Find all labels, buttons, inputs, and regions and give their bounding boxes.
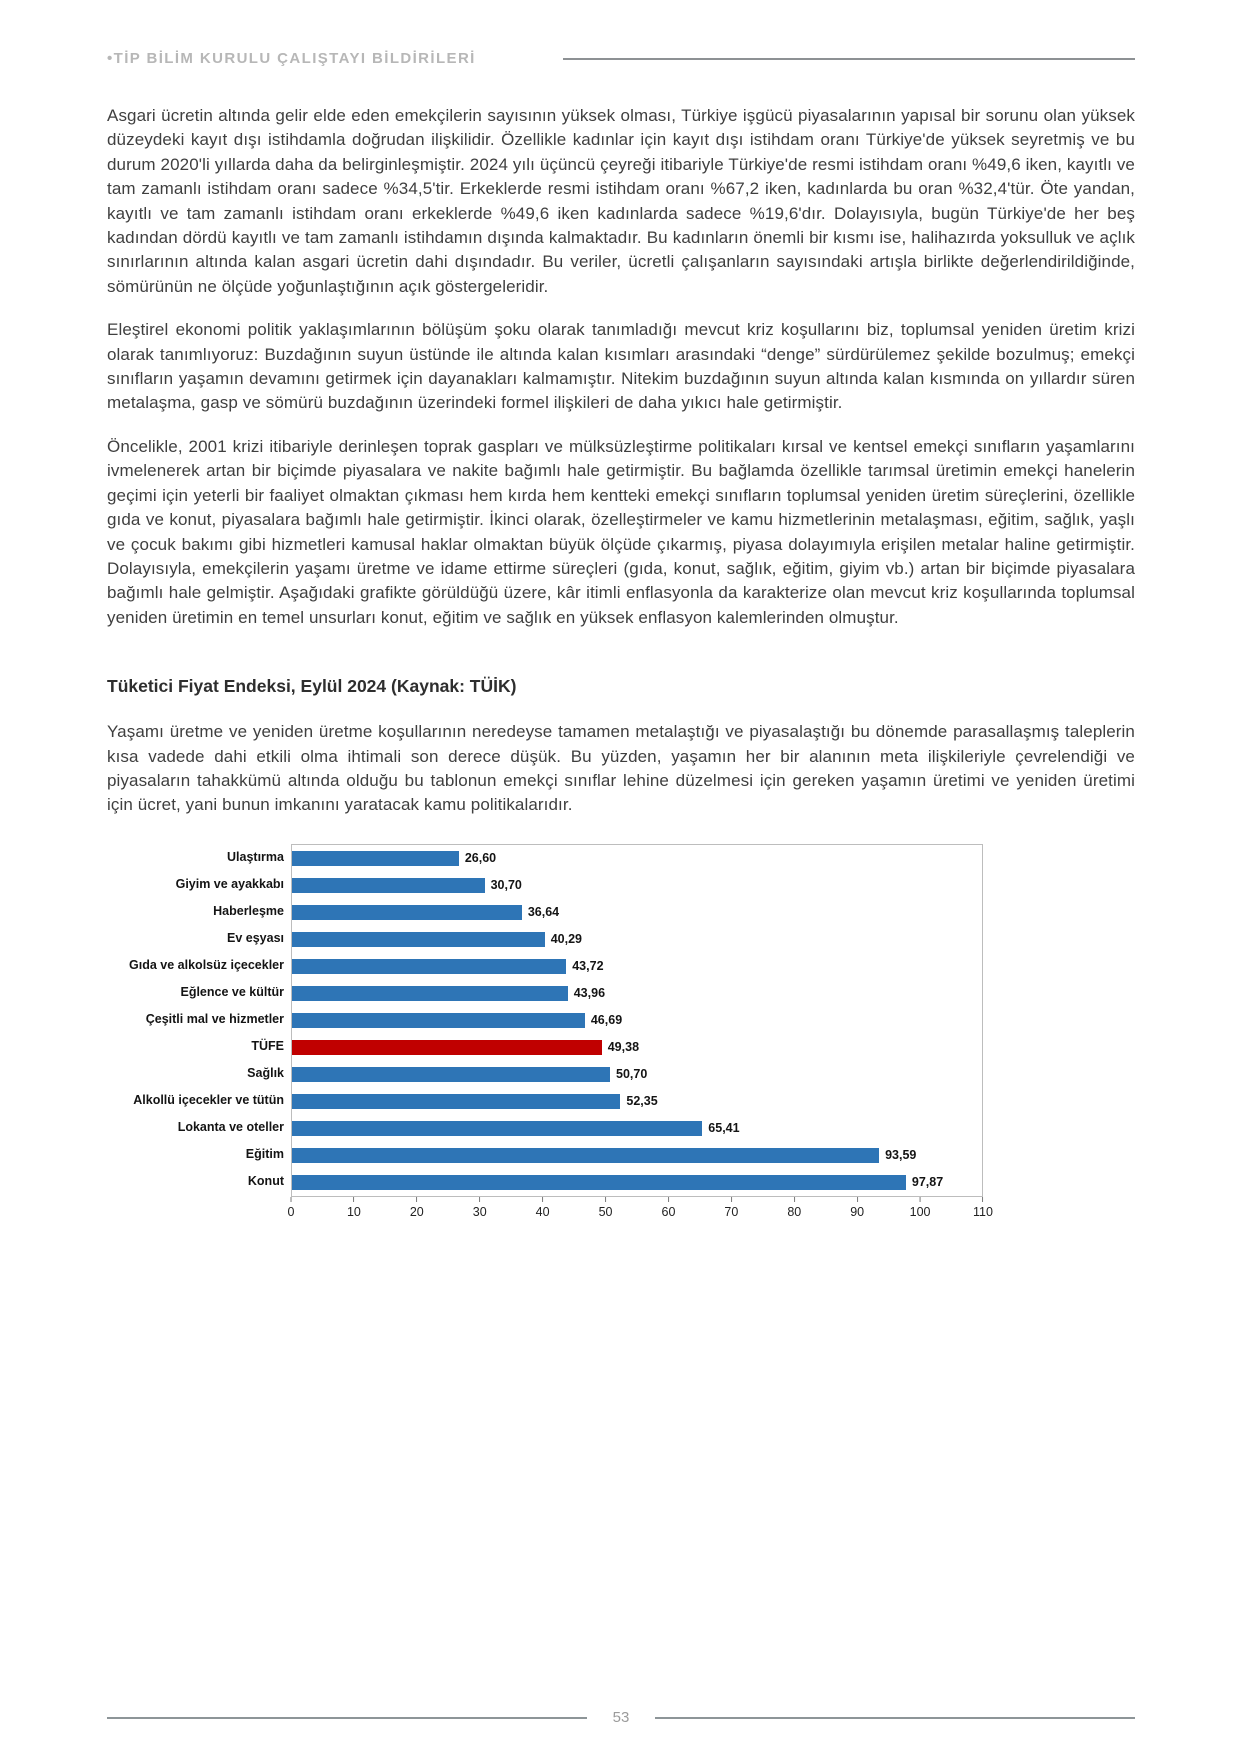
x-axis-tick-mark [857, 1197, 858, 1202]
section-heading: Tüketici Fiyat Endeksi, Eylül 2024 (Kaynak: TÜİK) [107, 676, 517, 697]
body-paragraph: Eleştirel ekonomi politik yaklaşımlarının bölüşüm şoku olarak tanımladığı mevcut kriz koşullarını biz, toplumsal yeniden üretim krizi olarak tanımlıyoruz: Buzdağının suyun üstünde ile altında kalan kısımları arasındaki “denge” sürdürülemez şekilde bozulmuş; emekçi sınıfların yaşamın devamını getirmek için dayanakları kalmamıştır. Nitekim buzdağının suyun altında kalan kısmında on yıllardır süren metalaşma, gasp ve sömürü buzdağının üzerindeki formel ilişkileri de daha yıkıcı hale getirmiştir. [107, 320, 1135, 413]
x-axis-tick-mark [794, 1197, 795, 1202]
chart-bar-row [292, 845, 982, 872]
bar [292, 1121, 702, 1136]
chart-bar-row [292, 1034, 982, 1061]
x-axis-tick-mark [731, 1197, 732, 1202]
chart-bar-row [292, 1007, 982, 1034]
page-number: 53 [612, 1709, 630, 1726]
page-content [107, 104, 1135, 1225]
x-axis-tick [662, 1197, 676, 1219]
bar [292, 851, 459, 866]
chart-category-label: Ulaştırma [227, 850, 284, 865]
x-axis-tick-label: 110 [973, 1204, 993, 1219]
x-axis-tick-mark [605, 1197, 606, 1202]
page-header [107, 50, 1135, 67]
x-axis-tick [599, 1197, 613, 1219]
chart-plot-area [291, 844, 983, 1197]
chart-bar-row [292, 899, 982, 926]
chart-bar-row [292, 1142, 982, 1169]
chart-category-label: Konut [247, 1174, 284, 1189]
bar [292, 932, 545, 947]
bar-value-label: 52,35 [626, 1094, 658, 1109]
body-paragraph: Asgari ücretin altında gelir elde eden emekçilerin sayısının yüksek olması, Türkiye işgücü piyasalarının yapısal bir sorunu olan yüksek düzeydeki kayıt dışı istihdamla doğrudan ilişkilidir. Özellikle kadınlar için kayıt dışı istihdam oranı Türkiye'de yüksek seyretmiş ve bu durum 2020'li yıllarda daha da belirginleşmiştir. 2024 yılı üçüncü çeyreği itibariyle Türkiye'de resmi istihdam oranı %49,6 iken, kayıtlı ve tam zamanlı istihdam oranı sadece %34,5'tir. Erkeklerde resmi istihdam oranı %67,2 iken, kadınlarda bu oran %32,4'tür. Öte yandan, kayıtlı ve tam zamanlı istihdam oranı erkeklerde %49,6 iken kadınlarda sadece %19,6'dır. Dolayısıyla, bugün Türkiye'de her beş kadından dördü kayıtlı ve tam zamanlı istihdamın dışında kalmaktadır. Bu kadınların önemli bir kısmı ise, halihazırda yoksulluk ve açlık sınırlarının altında kalan asgari ücretin dahi dışındadır. Bu veriler, ücretli çalışanların sayısındaki artışla birlikte değerlendirildiğinde, sömürünün ne ölçüde yoğunlaştığının açık göstergeleridir. [107, 106, 1135, 296]
bar [292, 878, 485, 893]
chart-category-label: Haberleşme [213, 904, 284, 919]
chart-plot [287, 844, 993, 1225]
bar [292, 1013, 585, 1028]
bar-value-label: 46,69 [590, 1013, 623, 1028]
header-title: •TİP BİLİM KURULU ÇALIŞTAYI BİLDİRİLERİ [107, 50, 476, 67]
x-axis-tick-mark [668, 1197, 669, 1202]
bar-value-label: 36,64 [527, 905, 560, 920]
x-axis-tick [724, 1197, 738, 1219]
chart-bars [292, 845, 982, 1196]
chart-bar-row [292, 872, 982, 899]
chart-category-label: Eğitim [245, 1147, 284, 1162]
x-axis-tick [536, 1197, 550, 1219]
bar-value-label: 93,59 [885, 1148, 917, 1163]
chart-category-label: Sağlık [247, 1066, 284, 1081]
x-axis-tick [410, 1197, 424, 1219]
x-axis-tick-label: 100 [909, 1204, 931, 1219]
x-axis-tick-label: 10 [346, 1204, 361, 1219]
x-axis-tick [347, 1197, 361, 1219]
x-axis-tick [850, 1197, 864, 1219]
x-axis-tick-label: 0 [287, 1204, 295, 1219]
x-axis-tick-label: 50 [598, 1204, 613, 1219]
chart-category-label: Alkollü içecekler ve tütün [133, 1093, 284, 1108]
x-axis-tick [910, 1197, 931, 1219]
footer-rule-right [655, 1717, 1135, 1719]
x-axis-tick-mark [542, 1197, 543, 1202]
x-axis-tick-label: 80 [787, 1204, 802, 1219]
chart-category-label: TÜFE [251, 1039, 284, 1054]
bar-highlight [292, 1040, 602, 1055]
chart-bar-row [292, 980, 982, 1007]
bar [292, 986, 568, 1001]
chart-bar-row [292, 953, 982, 980]
x-axis-tick-label: 20 [409, 1204, 424, 1219]
chart-category-label: Giyim ve ayakkabı [175, 877, 284, 892]
footer-rule-left [107, 1717, 587, 1719]
bar-value-label: 26,60 [464, 851, 497, 866]
bar [292, 1148, 879, 1163]
bar-value-label: 50,70 [616, 1067, 648, 1082]
body-paragraph: Öncelikle, 2001 krizi itibariyle derinleşen toprak gaspları ve mülksüzleştirme politikaları kırsal ve kentsel emekçi sınıfların yaşamlarını ivmelenerek artan bir biçimde piyasalara ve nakite bağımlı hale getirmiştir. Bu bağlamda özellikle tarımsal üretimin emekçi hanelerin geçimi için yeterli bir faaliyet olmaktan çıkması hem kırda hem kentteki emekçi sınıfların toplumsal yeniden üretim süreçlerini, özellikle gıda ve konut, piyasalara bağımlı hale getirmiştir. İkinci olarak, özelleştirmeler ve kamu hizmetlerinin metalaşması, eğitim, sağlık, yaşlı ve çocuk bakımı gibi hizmetleri kamusal haklar olmaktan büyük ölçüde çıkarmış, piyasa dolayımıyla erişilen metalar haline getirmiştir. Dolayısıyla, emekçilerin yaşamı üretme ve idame ettirme süreçleri (gıda, konut, sağlık, eğitim, giyim vb.) artan bir biçimde piyasalara bağımlı hale gelmiştir. Aşağıdaki grafikte görüldüğü üzere, kâr itimli enflasyonla da karakterize olan mevcut kriz koşullarında toplumsal yeniden üretimin en temel unsurları konut, eğitim ve sağlık en yüksek enflasyon kalemlerinden olmuştur. [107, 436, 1135, 627]
x-axis-tick-label: 90 [850, 1204, 865, 1219]
bar-value-label: 43,72 [572, 959, 604, 974]
bar [292, 1094, 620, 1109]
bar-value-label: 30,70 [490, 878, 522, 893]
x-axis-tick-mark [353, 1197, 354, 1202]
chart-category-label: Ev eşyası [227, 931, 284, 946]
chart-label-col [131, 844, 291, 1225]
chart-bar-row [292, 1061, 982, 1088]
x-axis-tick-label: 70 [724, 1204, 739, 1219]
x-axis-tick [288, 1197, 295, 1219]
x-axis-tick-label: 30 [472, 1204, 487, 1219]
chart-category-label: Gıda ve alkolsüz içecekler [129, 958, 284, 973]
chart-category-label: Çeşitli mal ve hizmetler [145, 1012, 284, 1027]
bar [292, 1067, 610, 1082]
chart-category-label: Eğlence ve kültür [180, 985, 284, 1000]
bar-value-label: 49,38 [607, 1040, 640, 1055]
body-paragraph: Yaşamı üretme ve yeniden üretme koşullarının neredeyse tamamen metalaştığı ve piyasalaştığı bu dönemde parasallaşmış taleplerin kısa vadede dahi etkili olma ihtimali son derece düşük. Bu yüzden, yaşamın her bir alanının meta ilişkileriyle çevrelendiği ve piyasaların tahakkümü altında olduğu bu tablonun emekçi sınıflar lehine düzelmesi için gereken yaşamın üretimi ve yeniden üretimi için ücret, yani bunun imkanını yaratacak kamu politikalarıdır. [107, 722, 1135, 815]
chart-category-label: Lokanta ve oteller [177, 1120, 284, 1135]
chart-bar-row [292, 1115, 982, 1142]
x-axis-tick-mark [416, 1197, 417, 1202]
x-axis-tick-mark [983, 1197, 984, 1202]
chart-bar-row [292, 1088, 982, 1115]
x-axis-tick-label: 60 [661, 1204, 676, 1219]
x-axis-tick-label: 40 [535, 1204, 550, 1219]
bar [292, 1175, 906, 1190]
chart-bar-row [292, 1169, 982, 1196]
x-axis-tick [473, 1197, 487, 1219]
x-axis-tick-mark [290, 1197, 291, 1202]
x-axis-tick-mark [920, 1197, 921, 1202]
bar-value-label: 43,96 [573, 986, 606, 1001]
x-axis-tick [787, 1197, 801, 1219]
x-axis-tick-mark [479, 1197, 480, 1202]
x-axis-tick [973, 1197, 993, 1219]
chart-bar-row [292, 926, 982, 953]
bar-value-label: 65,41 [708, 1121, 740, 1136]
tufe-bar-chart [131, 844, 1135, 1225]
chart-x-axis [287, 1197, 993, 1225]
header-rule [563, 58, 1135, 60]
page-footer [107, 1709, 1135, 1726]
bar [292, 905, 522, 920]
bar [292, 959, 566, 974]
bar-value-label: 97,87 [911, 1175, 944, 1190]
bar-value-label: 40,29 [550, 932, 582, 947]
